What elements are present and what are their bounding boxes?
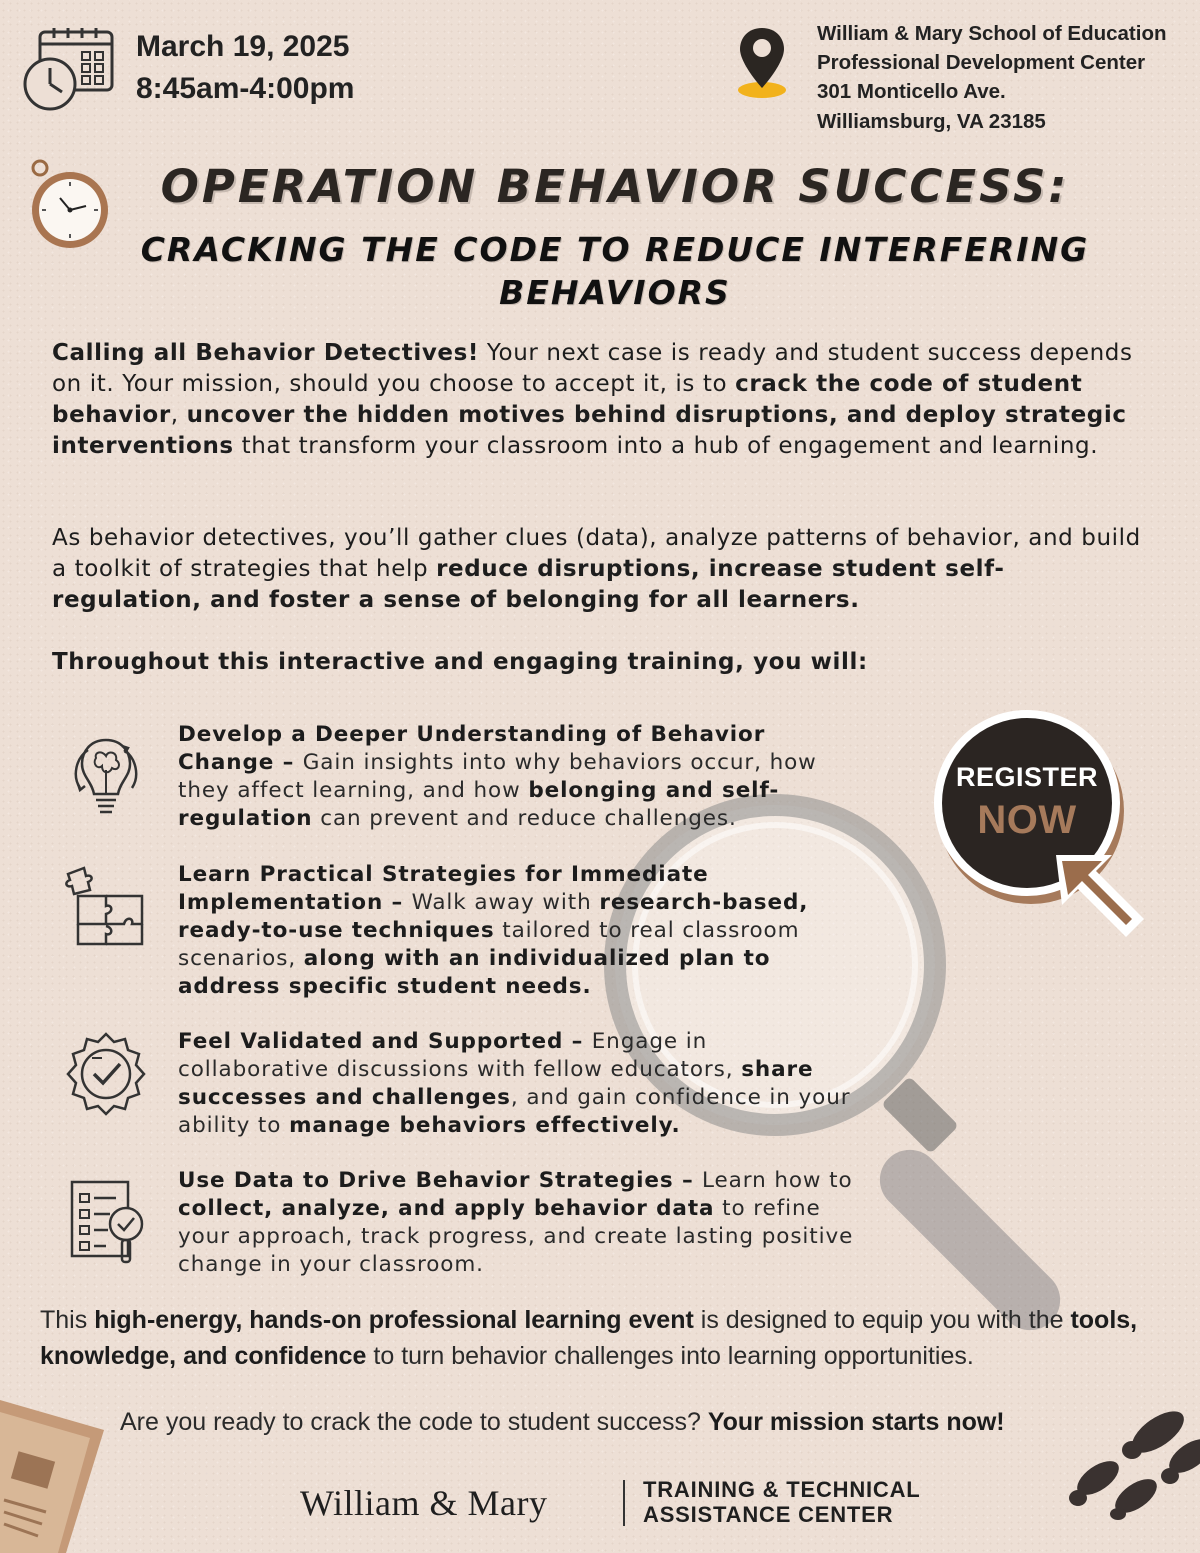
feature-item-2 [178,861,858,1001]
text-segment: that transform your classroom into a hub of engagement and learning. [233,433,1099,459]
intro-paragraph-3 [52,647,1152,678]
bold-text: uncover the hidden motives behind disruptions, and deploy strategic interventions [52,402,1127,459]
text-segment: to turn behavior challenges into learning opportunities. [366,1342,974,1370]
location-line-3: 301 Monticello Ave. [817,80,1006,103]
page-title: OPERATION BEHAVIOR SUCCESS: [160,160,1070,213]
feature-item-4 [178,1167,858,1279]
bold-text: Feel Validated and Supported – [178,1029,592,1054]
calendar-clock-icon [22,26,118,112]
text-segment: is designed to equip you with the [693,1306,1071,1334]
checklist-search-icon [58,1172,154,1268]
intro-paragraph-1 [52,338,1152,462]
logo-text: William & Mary [300,1483,548,1523]
location-line-1: William & Mary School of Education [817,22,1167,45]
bold-text: Develop a Deeper Understanding of Behavior Change – [178,722,766,775]
bold-text: research-based, ready-to-use techniques [178,890,809,943]
register-label[interactable]: REGISTER [955,762,1099,792]
newspaper-icon [0,1390,110,1553]
footprints-icon [1040,1410,1200,1520]
text-segment: Walk away with [411,890,600,915]
text-segment: Your next case is ready and student success depends on it. Your mission, should you choose to accept it, is to [52,340,1133,397]
bold-text: crack the code of student behavior [52,371,1083,428]
text-segment: , [170,402,187,428]
bold-text: Calling all Behavior Detectives! [52,340,480,366]
text-segment: As behavior detectives, you’ll gather clues (data), analyze patterns of behavior, and build a toolkit of strategies that help [52,525,1141,582]
location-line-2: Professional Development Center [817,51,1146,74]
feature-item-1 [178,721,858,833]
bold-text: belonging and self-regulation [178,778,780,831]
bold-text: collect, analyze, and apply behavior data [178,1196,715,1221]
page-subtitle: CRACKING THE CODE TO REDUCE INTERFERING BEHAVIORS [140,230,1090,312]
text-segment: Gain insights into why behaviors occur, how they affect learning, and how [178,750,817,803]
puzzle-icon [58,860,154,956]
intro-paragraph-2 [52,523,1152,616]
bold-text: Learn Practical Strategies for Immediate Implementation – [178,862,709,915]
now-label[interactable]: NOW [977,798,1077,842]
badge-check-icon [58,1028,154,1124]
event-date: March 19, 2025 [136,30,350,63]
call-to-action [120,1408,1120,1437]
bold-text: tools, knowledge, and confidence [40,1306,1138,1370]
ttac-line-1: TRAINING & TECHNICAL [643,1477,921,1502]
william-mary-logo [300,1482,548,1524]
closing-paragraph [40,1302,1180,1374]
feature-item-3 [178,1028,858,1140]
bold-text: high-energy, hands-on professional learning event [94,1306,694,1334]
location-pin-icon [734,24,790,100]
text-segment: to refine your approach, track progress, and create lasting positive change in your classroom. [178,1196,854,1277]
bold-text: share successes and challenges [178,1057,814,1110]
text-segment: can prevent and reduce challenges. [312,806,737,831]
text-segment: Are you ready to crack the code to student success? [120,1408,708,1436]
text-segment: Engage in collaborative discussions with fellow educators, [178,1029,742,1082]
footer-divider [623,1480,625,1526]
text-segment: This [40,1306,95,1334]
bold-text: Your mission starts now! [707,1408,1005,1436]
ttac-line-2: ASSISTANCE CENTER [643,1502,894,1527]
text-segment: tailored to real classroom scenarios, [178,918,800,971]
bold-text: reduce disruptions, increase student self-regulation, and foster a sense of belonging for all learners. [52,556,1005,613]
lightbulb-icon [58,730,154,826]
location-line-4: Williamsburg, VA 23185 [817,110,1046,133]
text-segment: , and gain confidence in your ability to [178,1085,851,1138]
bold-text: manage behaviors effectively. [289,1113,681,1138]
text-segment: Learn how to [702,1168,853,1193]
event-time: 8:45am-4:00pm [136,72,355,105]
bold-text: Use Data to Drive Behavior Strategies – [178,1168,703,1193]
bold-text: along with an individualized plan to address specific student needs. [178,946,771,999]
bold-text: Throughout this interactive and engaging training, you will: [52,649,868,675]
